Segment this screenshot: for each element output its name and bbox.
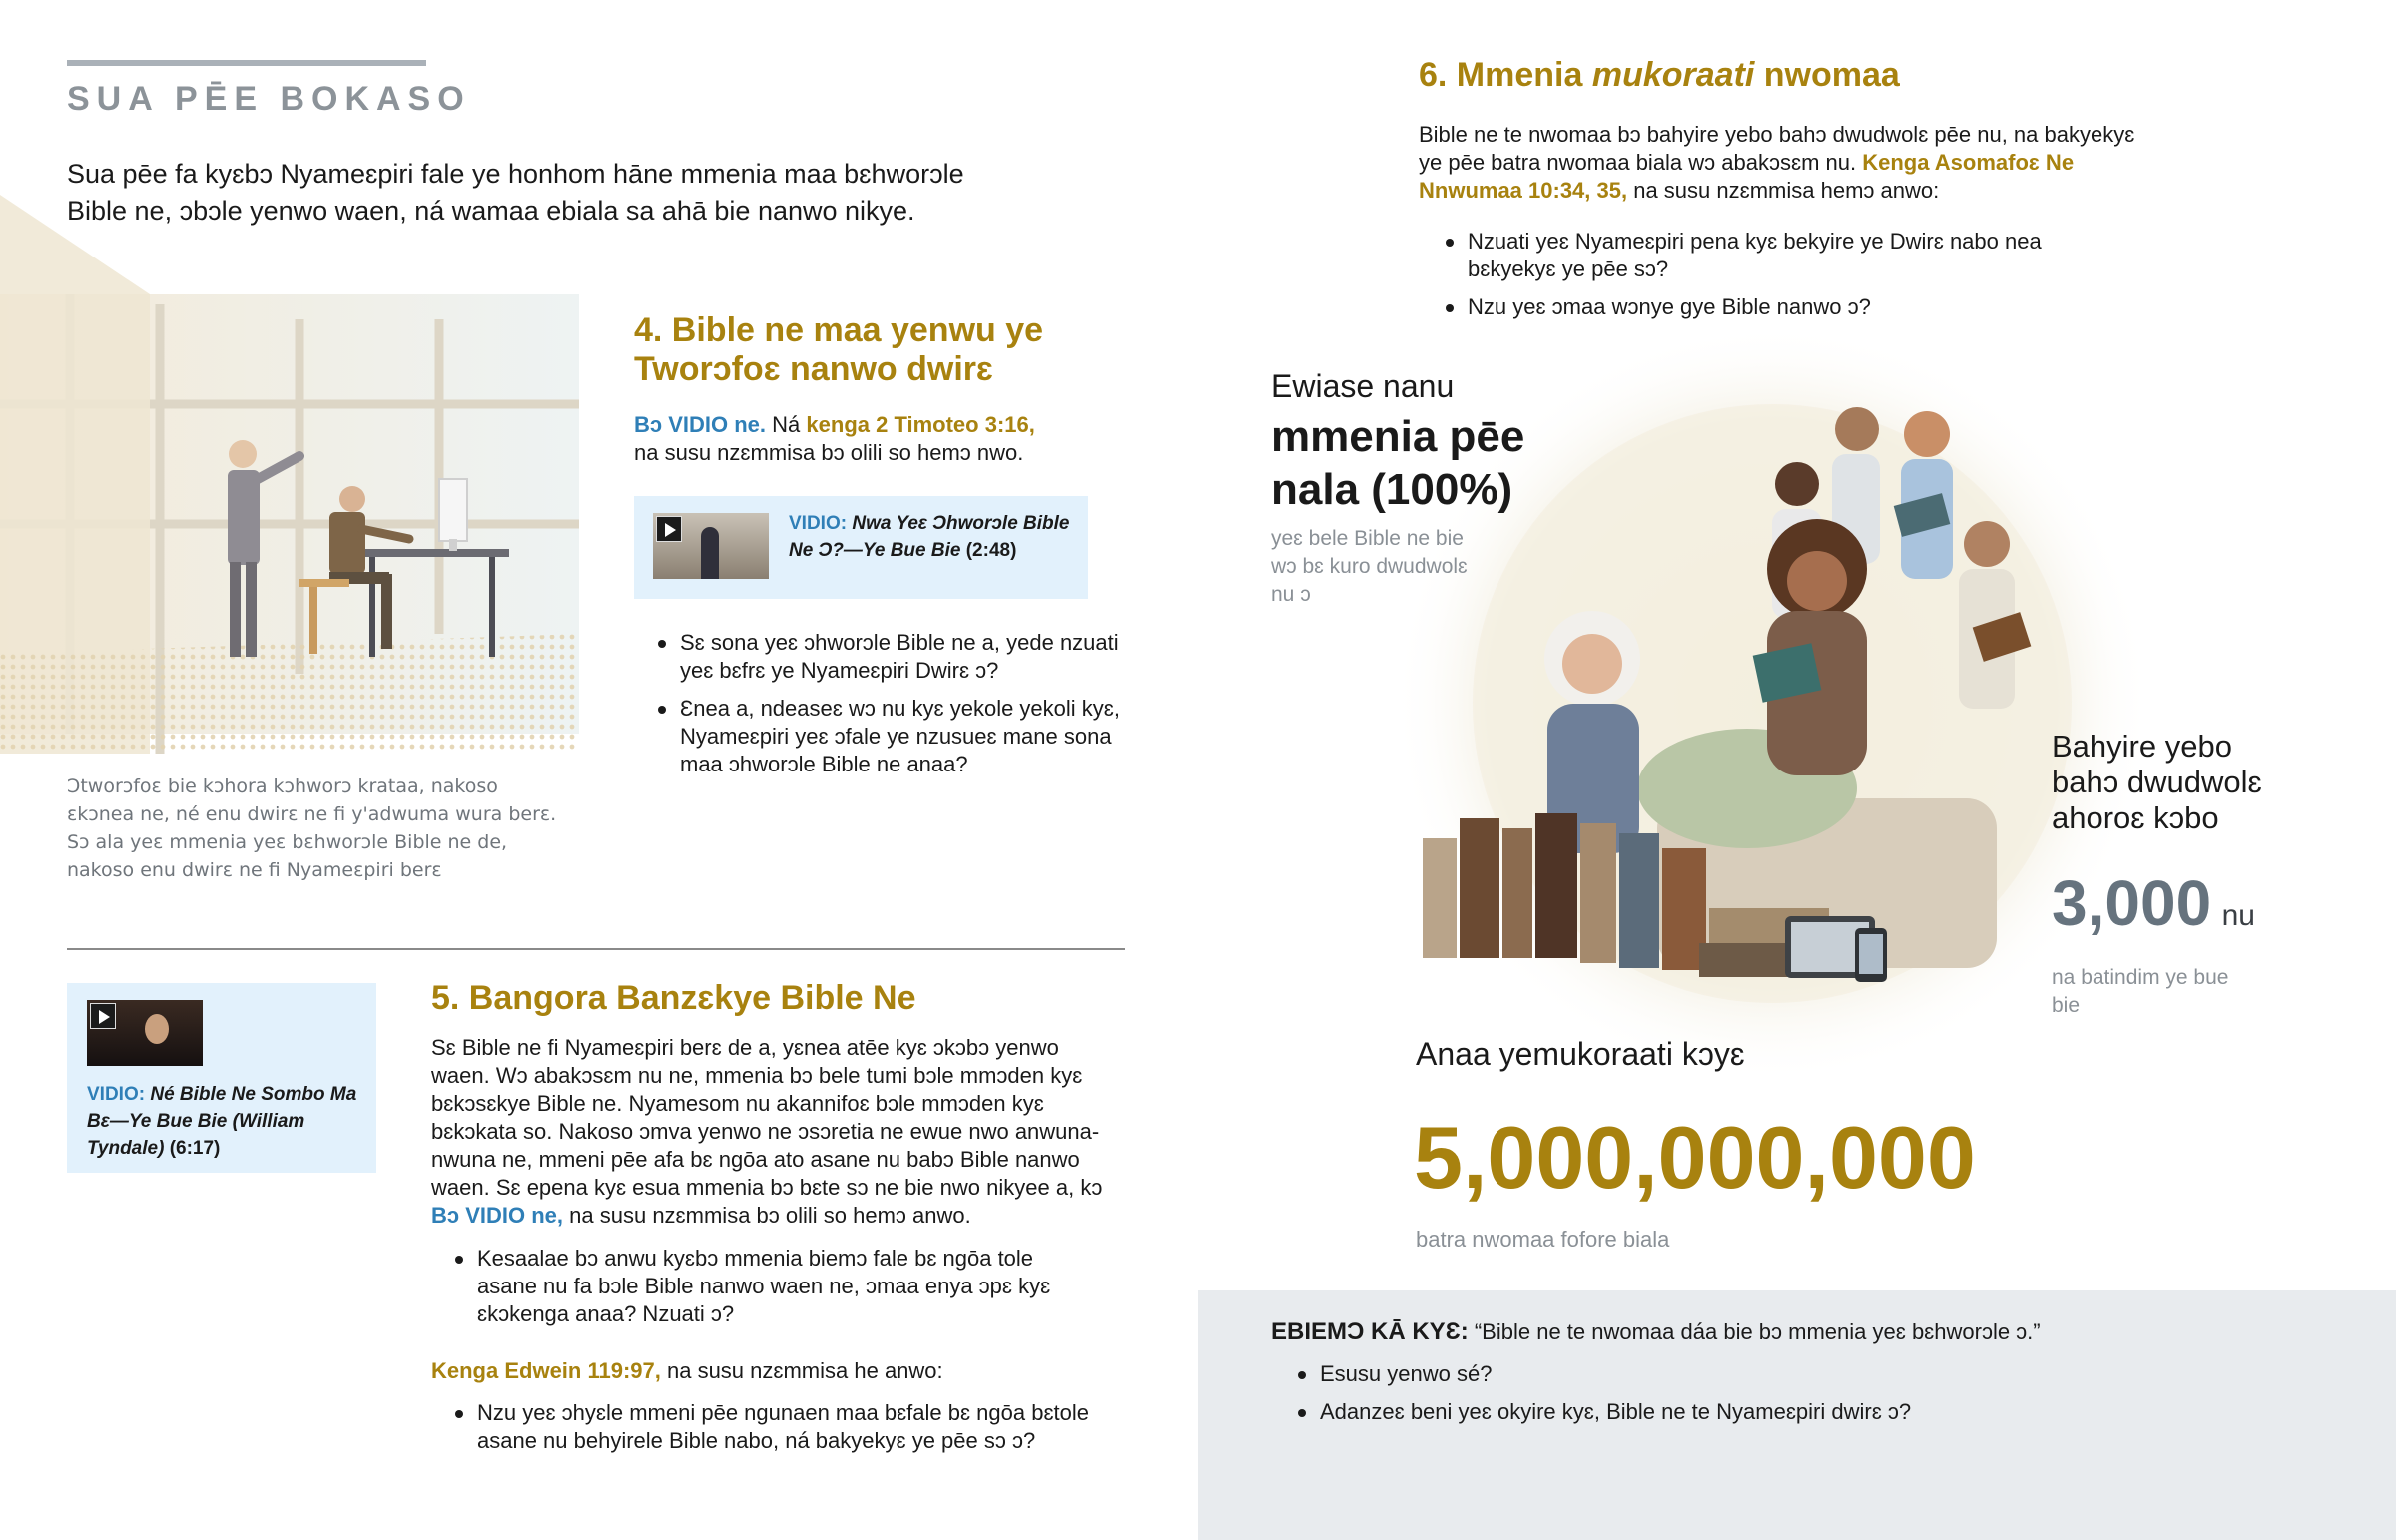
section-6-paragraph — [1419, 121, 2157, 205]
title-pre: 6. Mmenia — [1419, 56, 1592, 94]
summary-quote: “Bible ne te nwomaa dáa bie bɔ mmenia yeɛ bɛhworɔle ɔ.” — [1474, 1319, 2041, 1344]
question-item: Adanzeɛ beni yeɛ okyire kyɛ, Bible ne te Nyameɛpiri dwirɛ ɔ? — [1294, 1398, 2292, 1426]
question-item: Kesaalae bɔ anwu kyɛbɔ mmenia biemɔ fale bɛ ngōa tole asane nu fa bɔle Bible nanwo waen ne, ɔmaa enya ɔpɛ kyɛ ɛkɔkenga anaa? Nzuati ɔ? — [451, 1245, 1090, 1328]
section-4-questions — [654, 629, 1123, 788]
paragraph-rest: na susu nzɛmmisa hemɔ anwo: — [1627, 178, 1940, 203]
video-info — [789, 510, 1078, 564]
read-rest: na susu nzɛmmisa he anwo: — [660, 1358, 943, 1383]
instruction-rest: na susu nzɛmmisa bɔ olili so hemɔ nwo. — [634, 440, 1024, 465]
video-thumbnail[interactable] — [87, 1000, 203, 1066]
title-post: nwomaa — [1754, 56, 1900, 94]
instruction-mid: Ná — [766, 412, 807, 437]
video-info — [87, 1081, 366, 1162]
section-5-question-2 — [451, 1399, 1130, 1465]
portrait-face — [145, 1014, 169, 1044]
stat-right-label: Bahyire yebo bahɔ dwudwolɛ ahoroɛ kɔbo — [2052, 729, 2262, 835]
section-6-title — [1419, 56, 2317, 95]
section-4-instruction — [634, 411, 1133, 467]
section-5-paragraph — [431, 1034, 1110, 1230]
section-5-question-1 — [451, 1245, 1090, 1338]
play-icon[interactable] — [90, 1003, 116, 1029]
scripture-link-psalm-119[interactable]: Kenga Edwein 119:97, — [431, 1358, 661, 1383]
section-5-title: 5. Bangora Banzɛkye Bible Ne — [431, 979, 916, 1017]
paragraph-text: Bible ne te nwomaa bɔ bahyire yebo bahɔ dwudwolɛ pēe nu, na bakyekyɛ ye pēe batra nwomaa biala wɔ abakɔsɛm nu. — [1419, 122, 2135, 175]
play-icon[interactable] — [656, 516, 682, 542]
question-item: Nzu yeɛ ɔmaa wɔnye gye Bible nanwo ɔ? — [1442, 293, 2100, 321]
office-illustration — [0, 195, 589, 754]
question-item: Nzu yeɛ ɔhyɛle mmeni pēe ngunaen maa bɛfale bɛ ngōa bɛtole asane nu behyirele Bible nabo, ná bakyekyɛ ye pēe sɔ ɔ? — [451, 1399, 1130, 1455]
stat-right-sub: na batindim ye bue bie — [2052, 966, 2229, 1017]
stat-bottom-sub: batra nwomaa fofore biala — [1416, 1227, 1670, 1252]
question-item: Nzuati yeɛ Nyameɛpiri pena kyɛ bekyire ye Dwirɛ nabo nea bɛkyekyɛ ye pēe sɔ? — [1442, 228, 2100, 283]
stat-left-small: Ewiase nanu — [1271, 368, 1455, 404]
video-card-section-4[interactable] — [634, 496, 1088, 599]
stat-right-number: 3,000 — [2052, 867, 2212, 939]
section-5-read — [431, 1357, 1110, 1385]
summary-statement — [1271, 1318, 2349, 1346]
play-video-link[interactable]: Bɔ VIDIO ne, — [431, 1203, 564, 1228]
header-rule — [67, 60, 426, 66]
video-label: VIDIO: — [87, 1084, 146, 1105]
summary-questions — [1294, 1360, 2292, 1436]
play-video-link[interactable]: Bɔ VIDIO ne. — [634, 412, 767, 437]
speaker-figure — [701, 527, 719, 579]
video-thumbnail[interactable] — [653, 513, 769, 579]
paragraph-text: Sɛ Bible ne fi Nyameɛpiri berɛ de a, yɛnea atēe kyɛ ɔkɔbɔ yenwo waen. Wɔ abakɔsɛm nu ne, mmenia bɔ bele tumi bɔle mmɔden kyɛ bɛkɔsɛkye Bible ne. Nyamesom nu akannifoɛ bɔle mmɔden kyɛ bɛkɔkata so. Nakoso ɔmva yenwo ne ɔsɔretia ne ewue nwo anwuna-nwuna ne, mmeni pēe afa bɛ ngōa ato asane nu babɔ Bible nanwo waen. Sɛ epena kyɛ esua mmenia bɔ bɛte sɔ ne bie nwo nikyee a, — [431, 1035, 1100, 1200]
scripture-link-acts-10[interactable]: Kenga Asomafoɛ Ne Nnwumaa 10:34, 35, — [1419, 150, 2075, 203]
paragraph-end-pre: kɔ — [1080, 1175, 1103, 1200]
video-title: Né Bible Ne Sombo Ma Bɛ—Ye Bue Bie (William Tyndale) — [87, 1084, 357, 1159]
question-item: Ɛnea a, ndeaseɛ wɔ nu kyɛ yekole yekoli kyɛ, Nyameɛpiri yeɛ ɔfale ye nzusueɛ mane sona maa ɔhworɔle Bible ne anaa? — [654, 695, 1123, 778]
stat-bottom-number: 5,000,000,000 — [1414, 1108, 1976, 1207]
paragraph-end-post: na susu nzɛmmisa bɔ olili so hemɔ anwo. — [563, 1203, 971, 1228]
stat-left-big: mmenia pēe nala (100%) — [1271, 412, 1525, 514]
page-header: SUA PĒE BOKASO — [67, 80, 471, 118]
stat-bottom-label: Anaa yemukoraati kɔyɛ — [1416, 1036, 1745, 1072]
question-item: Esusu yenwo sé? — [1294, 1360, 2292, 1388]
video-duration: (2:48) — [965, 540, 1017, 561]
summary-panel — [1198, 1290, 2396, 1540]
scripture-link-2-timothy[interactable]: kenga 2 Timoteo 3:16, — [806, 412, 1035, 437]
intro-text: Sua pēe fa kyɛbɔ Nyameɛpiri fale ye honhom hāne mmenia maa bɛhworɔle Bible ne, ɔbɔle yenwo waen, ná wamaa ebiala sa ahā bie nanwo nikye. — [67, 159, 964, 226]
video-label: VIDIO: — [789, 513, 848, 534]
video-duration: (6:17) — [169, 1138, 221, 1159]
stat-left-sub: yeɛ bele Bible ne bie wɔ bɛ kuro dwudwolɛ nu ɔ — [1271, 527, 1468, 606]
video-card-section-5[interactable] — [67, 983, 376, 1173]
illustration-caption: Ɔtworɔfoɛ bie kɔhora kɔhworɔ krataa, nakoso ɛkɔnea ne, né enu dwirɛ ne fi y'adwuma wura berɛ. Sɔ ala yeɛ mmenia yeɛ bɛhworɔle Bible ne de, nakoso enu dwirɛ ne fi Nyameɛpiri berɛ — [67, 775, 557, 881]
summary-label: EBIEMƆ KĀ KYƐ: — [1271, 1318, 1469, 1345]
question-item: Sɛ sona yeɛ ɔhworɔle Bible ne a, yede nzuati yeɛ bɛfrɛ ye Nyameɛpiri Dwirɛ ɔ? — [654, 629, 1123, 685]
stat-right-number-row — [2052, 866, 2255, 940]
stat-right-unit: nu — [2221, 899, 2255, 932]
title-italic: mukoraati — [1591, 56, 1755, 94]
section-divider — [67, 948, 1125, 950]
section-6-questions — [1442, 228, 2100, 331]
video-title: Nwa Yeɛ Ɔhworɔle Bible Ne Ɔ?—Ye Bue Bie — [789, 513, 1070, 561]
section-4-title: 4. Bible ne maa yenwu ye Tworɔfoɛ nanwo dwirɛ — [634, 311, 1044, 388]
